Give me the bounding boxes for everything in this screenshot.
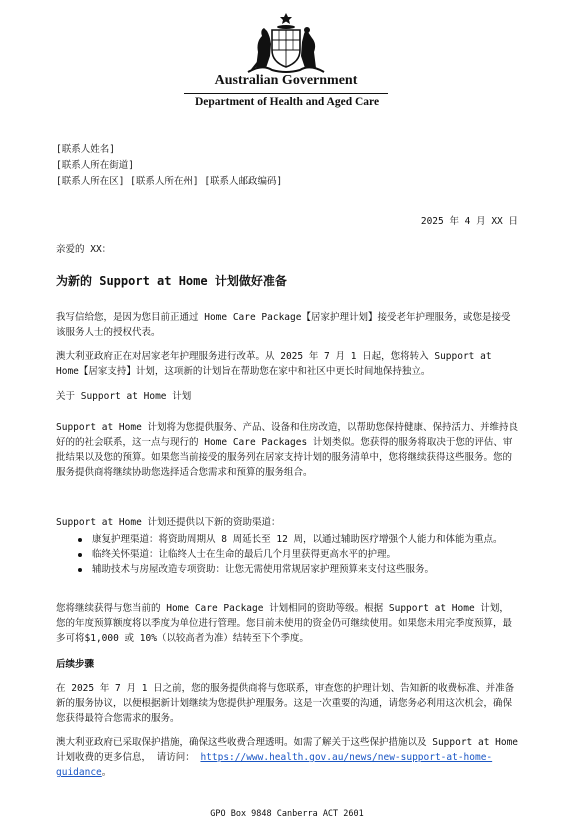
footer-address: GPO Box 9848 Canberra ACT 2601 (210, 809, 364, 819)
letter-title: 为新的 Support at Home 计划做好准备 (56, 274, 287, 288)
funding-pathways-list (56, 532, 518, 577)
funding-pathways-intro: Support at Home 计划还提供以下新的资助渠道： (56, 517, 281, 528)
greeting: 亲爱的 XX： (56, 244, 112, 255)
paragraph-next-steps: 在 2025 年 7 月 1 日之前，您的服务提供商将与您联系，审查您的护理计划、告知新的收费标准、并准备新的服务协议，以便根据新计划继续为您提供护理服务。这是一次重要的沟通，请您务必利用这次机会，确保您获得最符合您需求的服务。 (56, 683, 515, 724)
section-heading-next-steps: 后续步骤 (56, 659, 95, 670)
recipient-address (56, 142, 518, 190)
department-name: Department of Health and Aged Care (194, 96, 380, 108)
list-item: 辅助技术与房屋改造专项资助：让您无需使用常规居家护理预算来支付这些服务。 (56, 562, 518, 577)
letter-date: 2025 年 4 月 XX 日 (420, 216, 518, 227)
address-line-region: [联系人所在区] [联系人所在州] [联系人邮政编码] (56, 176, 283, 187)
section-heading-about: 关于 Support at Home 计划 (56, 391, 192, 402)
commonwealth-coat-of-arms-icon (242, 12, 330, 74)
paragraph-protections (56, 735, 518, 780)
list-item: 临终关怀渠道：让临终人士在生命的最后几个月里获得更高水平的护理。 (56, 547, 518, 562)
header-divider (184, 93, 388, 94)
address-line-name: [联系人姓名] (56, 144, 115, 155)
address-line-street: [联系人所在街道] (56, 160, 134, 171)
paragraph-budget: 您将继续获得与您当前的 Home Care Package 计划相同的资助等级。根据 Support at Home 计划，您的年度预算额度将以季度为单位进行管理。您目前未使用的资金仍可继续使用。如果您未用完季度预算，最多可将$1,000 或 10%（以较高者为准）结转至下个季度。 (56, 603, 513, 644)
government-name: Australian Government (214, 73, 358, 88)
paragraph-reform: 澳大利亚政府正在对居家老年护理服务进行改革。从 2025 年 7 月 1 日起，您将转入 Support at Home【居家支持】计划，这项新的计划旨在帮助您在家中和社区中更长时间地保持独立。 (56, 351, 492, 377)
paragraph-services: Support at Home 计划将为您提供服务、产品、设备和住房改造，以帮助您保持健康、保持活力、并维持良好的的社会联系，这一点与现行的 Home Care Packages 计划类似。您获得的服务将取决于您的评估、审批结果以及您的预算。如果您当前接受的服务列在居家支持计划的服务清单中，您将继续获得这些服务。您的服务提供商将继续协助您选择适合您需求和预算的服务组合。 (56, 422, 519, 478)
funding-pathways (56, 515, 518, 577)
protections-text: 澳大利亚政府已采取保护措施，确保这些收费合理透明。如需了解关于这些保护措施以及 Support at Home 计划收费的更多信息， 请访问： (56, 737, 519, 763)
guidance-link[interactable]: https://www.health.gov.au/news/new-support-at-home-guidance (56, 752, 493, 778)
protections-end: 。 (101, 767, 112, 778)
list-item: 康复护理渠道：将资助周期从 8 周延长至 12 周，以通过辅助医疗增强个人能力和体能为重点。 (56, 532, 518, 547)
paragraph-intro: 我写信给您，是因为您目前正通过 Home Care Package【居家护理计划】接受老年护理服务，或您是接受该服务人士的授权代表。 (56, 312, 511, 338)
